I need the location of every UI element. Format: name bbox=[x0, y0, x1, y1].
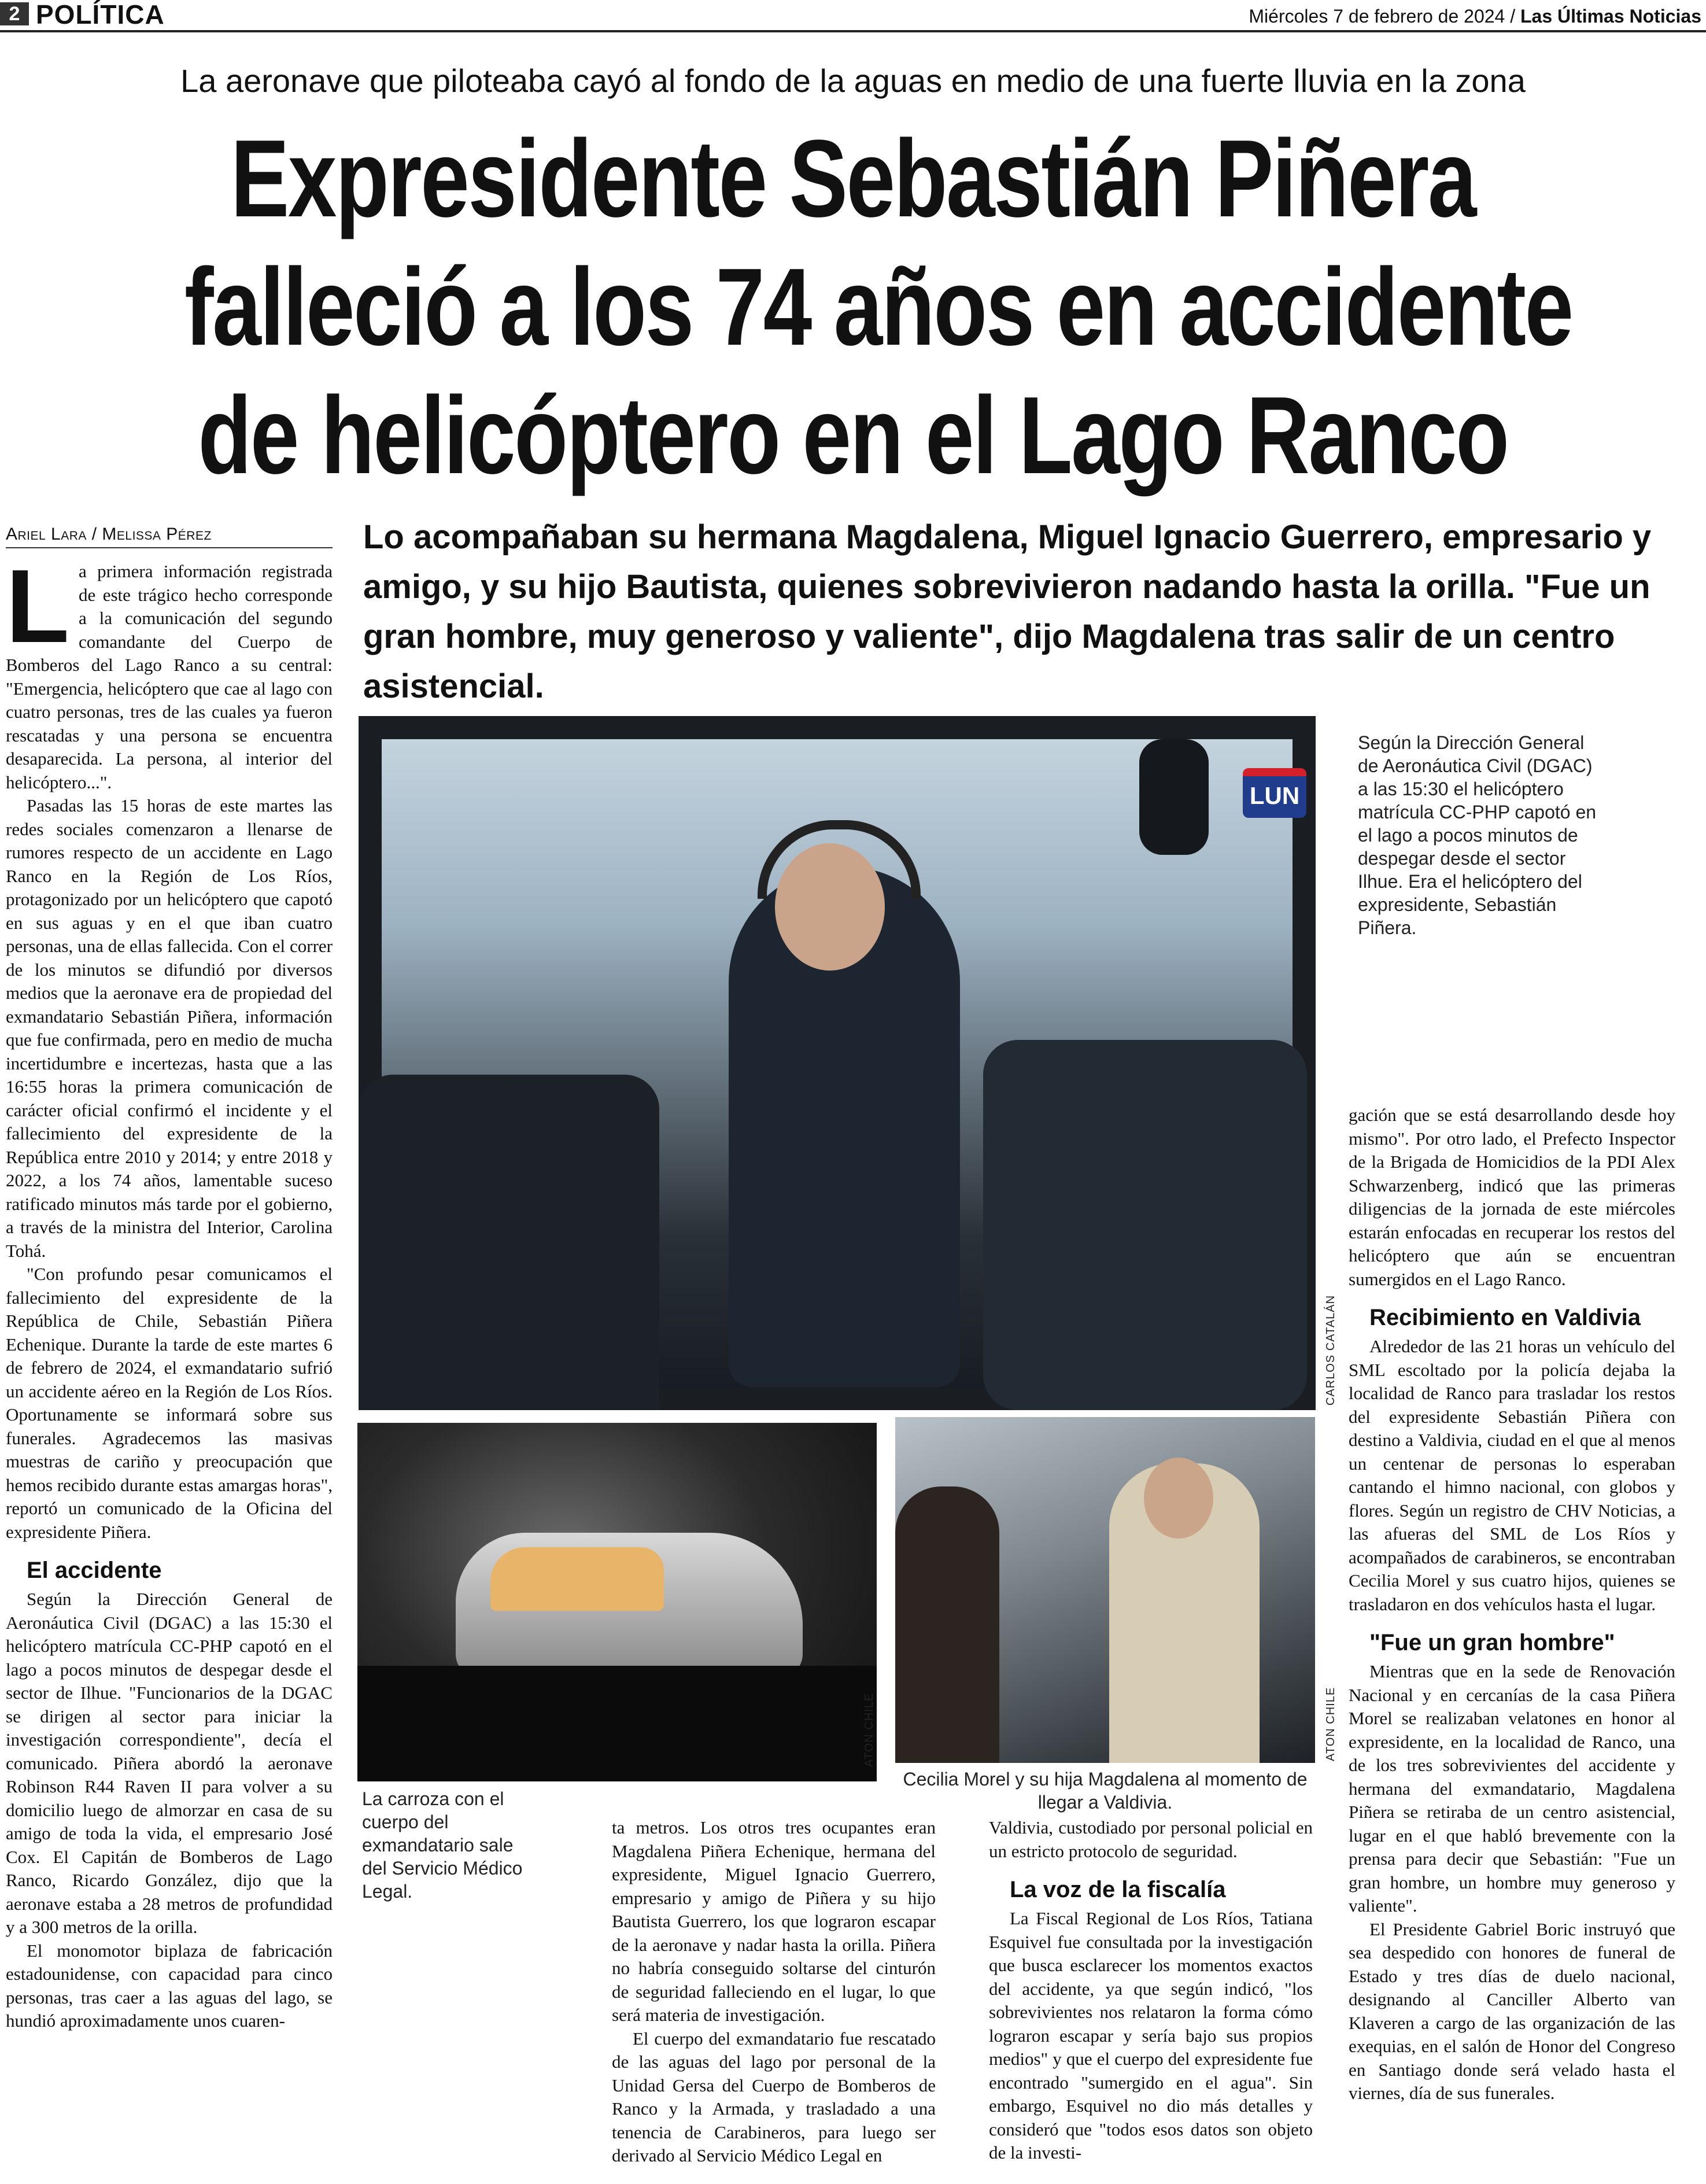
paragraph: gación que se está desarrollando desde hoy mismo". Por otro lado, el Prefecto Inspector de la Brigada de Homicidios de la PDI Alex Schwarzenberg, indicó que las primeras diligencias de la jornada de este miércoles estarán enfocadas en recuperar los restos del helicóptero que aún se encuentran sumergidos en el Lago Ranco. bbox=[1349, 1105, 1675, 1289]
newspaper-name: Las Últimas Noticias bbox=[1520, 6, 1701, 27]
person-magdalena bbox=[895, 1486, 999, 1763]
headline-line-3: de helicóptero en el Lago Ranco bbox=[198, 374, 1508, 497]
subhead: Recibimiento en Valdivia bbox=[1369, 1305, 1641, 1330]
hanging-headset bbox=[1139, 739, 1209, 855]
paragraph: El Presidente Gabriel Boric instruyó que sea despedido con honores de funeral de Estado y tres días de duelo nacional, designando al Canciller Alberto van Klaveren a cargo de las organización de las exequias, en el salón de Honor del Congreso en Santiago donde será velado hasta el viernes, día de sus funerales. bbox=[1349, 1919, 1675, 2103]
section-title: POLÍTICA bbox=[36, 0, 165, 29]
paragraph: "Con profundo pesar comunicamos el fallecimiento del expresidente de la República de Chile, Sebastián Piñera Echenique. Durante la tarde de este martes 6 de febrero de 2024, el exmandatario sufrió un accidente aéreo en la Región de Los Ríos. Oportunamente se informará sobre sus funerales. Agradecemos las masivas muestras de cariño y preocupación que hemos recibido durante estas amargas horas", reportó un comunicado de la Oficina del expresidente Piñera. bbox=[6, 1264, 333, 1542]
date-separator: / bbox=[1510, 6, 1516, 27]
header-rule bbox=[0, 30, 1706, 32]
photo-pinera-cockpit bbox=[359, 716, 1316, 1410]
paragraph: Según la Dirección General de Aeronáutica Civil (DGAC) a las 15:30 el helicóptero matrícula CC-PHP capotó en el lago a pocos minutos de despegar desde el sector de Ilhue. "Funcionarios de la DGAC se dirigen al sector para iniciar la investigación correspondiente", decía el comunicado. Piñera abordó la aeronave Robinson R44 Raven II para volver a su domicilio luego de almorzar en casa de su amigo de toda la vida, el empresario José Cox. El Capitán de Bomberos de Lago Ranco, Ricardo González, dijo que la aeronave estaba a 28 metros de profundidad y a 300 metros de la orilla. bbox=[6, 1589, 333, 1937]
byline: Ariel Lara / Melissa Pérez bbox=[6, 525, 212, 544]
article-column-2 bbox=[612, 1816, 936, 2168]
headline bbox=[184, 115, 1572, 500]
photo-caption: Cecilia Morel y su hija Magdalena al momento de llegar a Valdivia. bbox=[903, 1769, 1308, 1813]
photo-morel-arrival bbox=[895, 1417, 1315, 1763]
paragraph bbox=[6, 548, 333, 794]
article-column-3 bbox=[989, 1816, 1313, 2165]
issue-date: Miércoles 7 de febrero de 2024 bbox=[1249, 6, 1505, 27]
paragraph: Valdivia, custodiado por personal policial en un estricto protocolo de seguridad. bbox=[989, 1817, 1313, 1861]
cockpit-dashboard bbox=[359, 1075, 659, 1410]
kicker: La aeronave que piloteaba cayó al fondo de la aguas en medio de una fuerte lluvia en la zona bbox=[180, 62, 1526, 99]
paragraph: La Fiscal Regional de Los Ríos, Tatiana Esquivel fue consultada por la investigación que busca esclarecer los momentos exactos del accidente, ya que según indicó, "los sobrevivientes nos relataron la forma cómo lograron escapar y sería bajo sus propios medios" y que el cuerpo del expresidente fue encontrado "sumergido en el agua". Sin embargo, Esquivel no dio más detalles y consideró que "todos esos datos son objeto de la investi- bbox=[989, 1908, 1313, 2163]
headline-line-1: Expresidente Sebastián Piñera bbox=[230, 117, 1476, 240]
headline-line-2: falleció a los 74 años en accidente bbox=[184, 246, 1572, 368]
article-column-1 bbox=[6, 548, 333, 2033]
subhead: La voz de la fiscalía bbox=[1010, 1877, 1226, 1902]
photo-credit: CARLOS CATALÁN bbox=[1324, 1294, 1337, 1405]
lun-logo: LUN bbox=[1243, 768, 1306, 818]
paragraph: El monomotor biplaza de fabricación estadounidense, con capacidad para cinco personas, tras caer a las aguas del lago, se hundió aproximadamente unos cuaren- bbox=[6, 1940, 333, 2031]
subhead: "Fue un gran hombre" bbox=[1369, 1630, 1615, 1655]
photo-caption: La carroza con el cuerpo del exmandatario sale del Servicio Médico Legal. bbox=[362, 1788, 523, 1902]
paragraph: ta metros. Los otros tres ocupantes eran Magdalena Piñera Echenique, hermana del expresidente, Miguel Ignacio Guerrero, empresario y amigo de Piñera y su hijo Bautista Guerrero, los que lograron escapar de la aeronave y nadar hasta la orilla. Piñera no habría conseguido soltarse del cinturón de seguridad falleciendo en el lugar, lo que será materia de investigación. bbox=[612, 1817, 936, 2025]
paragraph: Alrededor de las 21 horas un vehículo del SML escoltado por la policía dejaba la localidad de Ranco para trasladar los restos del expresidente Sebastián Piñera con destino a Valdivia, ciudad en el que al menos un centenar de personas lo esperaban cantando el himno nacional, con globos y flores. Según un registro de CHV Noticias, a las afueras del SML de Los Ríos y acompañados de carabineros, se encontraban Cecilia Morel y sus cuatro hijos, quienes se trasladaron en dos vehículos hasta el lugar. bbox=[1349, 1336, 1675, 1614]
person-cecilia-head bbox=[1144, 1458, 1213, 1539]
photo-caption: Según la Dirección General de Aeronáutica Civil (DGAC) a las 15:30 el helicóptero matrícula CC-PHP capotó en el lago a pocos minutos de despegar desde el sector Ilhue. Era el helicóptero del expresidente, Sebastián Piñera. bbox=[1358, 732, 1597, 938]
page-number: 2 bbox=[0, 2, 29, 25]
photo-credit: ATON CHILE bbox=[863, 1692, 876, 1767]
subhead: El accidente bbox=[27, 1558, 162, 1583]
paragraph: El cuerpo del exmandatario fue rescatado de las aguas del lago por personal de la Unidad Gersa del Cuerpo de Bomberos de Ranco y la Armada, y trasladado a una tenencia de Carabineros, para luego ser derivado al Servicio Médico Legal en bbox=[612, 2028, 936, 2165]
deck: Lo acompañaban su hermana Magdalena, Miguel Ignacio Guerrero, empresario y amigo, y su hijo Bautista, quienes sobrevivieron nadando hasta la orilla. "Fue un gran hombre, muy generoso y valiente", dijo Magdalena tras salir de un centro asistencial. bbox=[363, 518, 1652, 705]
paragraph: Pasadas las 15 horas de este martes las redes sociales comenzaron a llenarse de rumores respecto de un accidente en Lago Ranco en la Región de Los Ríos, protagonizado por un helicóptero que capotó en sus aguas y en el que iban cuatro personas, una de ellas fallecida. Con el correr de los minutos se difundió por diversos medios que la aeronave era de propiedad del exmandatario Sebastián Piñera, información que fue confirmada, pero en medio de mucha incertidumbre e incertezas, hasta que a las 16:55 horas la primera comunicación de carácter oficial confirmó el incidente y el fallecimiento del expresidente de la República entre 2010 y 2014; y entre 2018 y 2022, a los 74 años, lamentable suceso ratificado minutos más tarde por el gobierno, a través de la ministra del Interior, Carolina Tohá. bbox=[6, 795, 333, 1261]
crowd bbox=[357, 1666, 877, 1781]
photo-hearse bbox=[357, 1423, 877, 1781]
paragraph: Mientras que en la sede de Renovación Nacional y en cercanías de la casa Piñera Morel se realizaban velatones en honor al expresidente, en la localidad de Ranco, una de los tres sobrevivientes del accidente y hermana del exmandatario, Magdalena Piñera se retiraba de un centro asistencial, lugar en el que habló brevemente con la prensa para decir que Sebastián: "Fue un gran hombre, un hombre muy generoso y valiente". bbox=[1349, 1661, 1675, 1916]
paragraph-text: a primera información registrada de este trágico hecho corresponde a la comunicación del segundo comandante del Cuerpo de Bomberos del Lago Ranco a su central: "Emergencia, helicóptero que cae al lago con cuatro personas, tres de las cuales ya fueron rescatadas y una persona se encuentra desaparecida. La persona, al interior del helicóptero...". bbox=[6, 561, 333, 792]
article-column-4 bbox=[1349, 1104, 1675, 2105]
photo-credit: ATON CHILE bbox=[1324, 1687, 1337, 1761]
hearse-window bbox=[490, 1547, 664, 1611]
drop-cap: L bbox=[6, 548, 69, 665]
header-date-line bbox=[1249, 5, 1701, 28]
pilot-seat bbox=[983, 1040, 1307, 1410]
